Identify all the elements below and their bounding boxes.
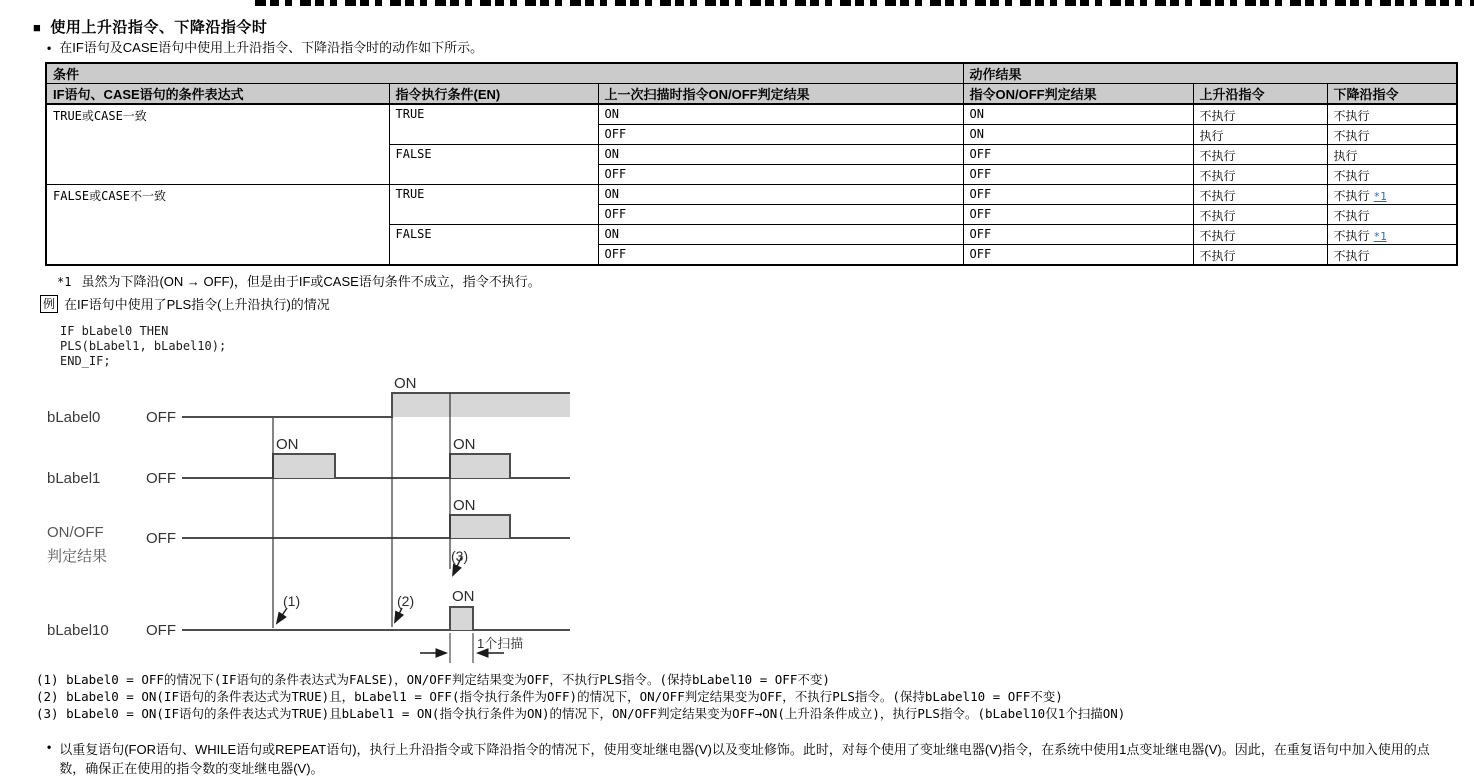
section-heading-text: 使用上升沿指令、下降沿指令时 xyxy=(50,19,268,36)
pulse-label-on: ON xyxy=(453,436,476,453)
blabel10-pulse-fill xyxy=(450,607,473,630)
signal-level-off: OFF xyxy=(146,622,176,639)
cell-rise: 不执行 xyxy=(1193,165,1327,185)
cell-prev: ON xyxy=(598,185,963,205)
cell-prev: ON xyxy=(598,145,963,165)
cell-rise: 不执行 xyxy=(1193,205,1327,225)
closing-bullet-text: 以重复语句(FOR语句、WHILE语句或REPEAT语句)，执行上升沿指令或下降沿指令的情况下，使用变址继电器(V)以及变址修饰。此时，对每个使用了变址继电器(V)指令，在系统中使用1点变址继电器(V)。因此，在重复语句中加入使用的点数，确保正在使用的指令数的变址继电器(V)。 xyxy=(59,742,1430,776)
cell-result: OFF xyxy=(963,245,1193,266)
blabel0-high-fill xyxy=(392,393,570,417)
cell-rise: 不执行 xyxy=(1193,245,1327,266)
one-scan-label: 1个扫描 xyxy=(477,636,524,651)
cell-result: ON xyxy=(963,125,1193,145)
cell-rise: 不执行 xyxy=(1193,104,1327,125)
footnote-1 xyxy=(57,271,541,290)
cell-en: TRUE xyxy=(389,185,598,225)
cell-fall: 不执行 xyxy=(1327,125,1457,145)
cell-fall: 不执行 xyxy=(1327,245,1457,266)
cell-result: OFF xyxy=(963,225,1193,245)
cell-condition: FALSE或CASE不一致 xyxy=(46,185,389,266)
cell-result: ON xyxy=(963,104,1193,125)
cell-prev: OFF xyxy=(598,165,963,185)
annotation-1: (1) xyxy=(283,593,301,609)
note-1: (1) bLabel0 = OFF的情况下(IF语句的条件表达式为FALSE)，ON/OFF判定结果变为OFF，不执行PLS指令。(保持bLabel10 = OFF不变) xyxy=(36,672,830,687)
cell-prev: ON xyxy=(598,225,963,245)
pulse-label-on: ON xyxy=(276,436,299,453)
signal-name-blabel1: bLabel1 xyxy=(47,470,101,487)
cell-en: TRUE xyxy=(389,104,598,145)
black-square-icon: ■ xyxy=(33,20,42,35)
cell-fall-text: 不执行 xyxy=(1333,229,1370,243)
blabel1-pulse1-fill xyxy=(273,454,335,478)
footnote-1-link[interactable]: *1 xyxy=(1373,230,1387,243)
footnote-text: 虽然为下降沿(ON → OFF)，但是由于IF或CASE语句条件不成立，指令不执行。 xyxy=(81,274,541,289)
pulse-label-on: ON xyxy=(452,588,475,605)
cell-result: OFF xyxy=(963,165,1193,185)
code-block xyxy=(60,324,226,369)
clipped-text-line xyxy=(255,0,1474,6)
code-line: IF bLabel0 THEN xyxy=(60,324,169,338)
col-header-condition-expr: IF语句、CASE语句的条件表达式 xyxy=(46,84,389,105)
signal-name-blabel0: bLabel0 xyxy=(47,409,101,426)
pulse-label-on: ON xyxy=(453,497,476,514)
bullet-dot-icon: • xyxy=(47,41,52,55)
intro-bullet xyxy=(47,37,483,56)
cell-fall: 不执行 xyxy=(1327,104,1457,125)
cell-rise: 不执行 xyxy=(1193,185,1327,205)
closing-bullet xyxy=(47,740,1459,778)
cell-prev: OFF xyxy=(598,125,963,145)
cell-prev: OFF xyxy=(598,205,963,225)
table-group-header-row xyxy=(46,63,1457,84)
example-line xyxy=(40,294,330,313)
col-header-falling: 下降沿指令 xyxy=(1327,84,1457,105)
cell-en: FALSE xyxy=(389,145,598,185)
note-3: (3) bLabel0 = ON(IF语句的条件表达式为TRUE)且bLabel1 = ON(指令执行条件为ON)的情况下，ON/OFF判定结果变为OFF→ON(上升沿条件成立)，执行PLS指令。(bLabel10仅1个扫描ON) xyxy=(36,706,1126,721)
table-column-header-row xyxy=(46,84,1457,105)
pulse-label-on: ON xyxy=(394,375,417,392)
bullet-dot-icon: • xyxy=(47,740,52,754)
code-line: PLS(bLabel1, bLabel10); xyxy=(60,339,227,353)
cell-rise: 不执行 xyxy=(1193,225,1327,245)
cell-rise: 不执行 xyxy=(1193,145,1327,165)
example-text: 在IF语句中使用了PLS指令(上升沿执行)的情况 xyxy=(64,297,330,312)
col-header-prev-scan: 上一次扫描时指令ON/OFF判定结果 xyxy=(598,84,963,105)
group-header-result: 动作结果 xyxy=(963,63,1457,84)
note-2: (2) bLabel0 = ON(IF语句的条件表达式为TRUE)且，bLabel1 = OFF(指令执行条件为OFF)的情况下，ON/OFF判定结果变为OFF，不执行PLS指令。(保持bLabel10 = OFF不变) xyxy=(36,689,1063,704)
annotation-3: (3) xyxy=(451,548,469,564)
intro-bullet-text: 在IF语句及CASE语句中使用上升沿指令、下降沿指令时的动作如下所示。 xyxy=(59,40,484,55)
signal-name-onoff-line1: ON/OFF xyxy=(47,524,104,541)
signal-level-off: OFF xyxy=(146,409,176,426)
cell-condition: TRUE或CASE一致 xyxy=(46,104,389,185)
group-header-condition: 条件 xyxy=(46,63,963,84)
cell-result: OFF xyxy=(963,205,1193,225)
arrow-1 xyxy=(277,608,287,623)
annotation-2: (2) xyxy=(397,593,415,609)
cell-result: OFF xyxy=(963,145,1193,165)
timing-diagram xyxy=(0,373,600,673)
cell-prev: ON xyxy=(598,104,963,125)
footnote-1-link[interactable]: *1 xyxy=(1373,190,1387,203)
cell-en: FALSE xyxy=(389,225,598,266)
cell-fall-text: 不执行 xyxy=(1333,189,1370,203)
example-badge: 例 xyxy=(40,295,58,313)
onoff-pulse-fill xyxy=(450,515,510,538)
arrow-2 xyxy=(395,608,402,622)
behavior-table xyxy=(45,62,1458,266)
signal-name-onoff-line2: 判定结果 xyxy=(47,548,108,565)
signal-level-off: OFF xyxy=(146,530,176,547)
cell-prev: OFF xyxy=(598,245,963,266)
footnote-marker: *1 xyxy=(57,275,72,289)
cell-rise: 执行 xyxy=(1193,125,1327,145)
cell-fall: 执行 xyxy=(1327,145,1457,165)
col-header-onoff-result: 指令ON/OFF判定结果 xyxy=(963,84,1193,105)
code-line: END_IF; xyxy=(60,354,111,368)
cell-result: OFF xyxy=(963,185,1193,205)
cell-fall: 不执行 xyxy=(1327,165,1457,185)
table-row xyxy=(46,104,1457,125)
blabel1-pulse2-fill xyxy=(450,454,510,478)
signal-level-off: OFF xyxy=(146,470,176,487)
cell-fall xyxy=(1327,225,1457,245)
col-header-rising: 上升沿指令 xyxy=(1193,84,1327,105)
cell-fall: 不执行 xyxy=(1327,205,1457,225)
numbered-notes xyxy=(36,671,1125,722)
table-row xyxy=(46,185,1457,205)
section-heading xyxy=(33,16,267,37)
signal-name-blabel10: bLabel10 xyxy=(47,622,109,639)
col-header-en: 指令执行条件(EN) xyxy=(389,84,598,105)
cell-fall xyxy=(1327,185,1457,205)
